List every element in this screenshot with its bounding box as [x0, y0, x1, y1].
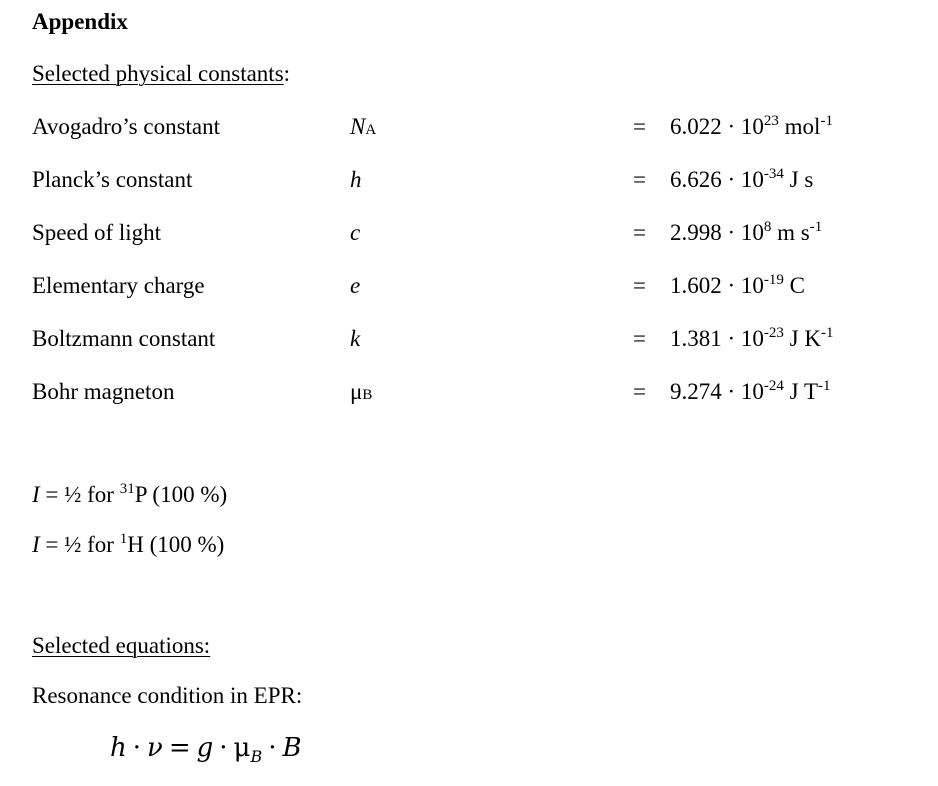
formula-B: B: [282, 733, 302, 763]
value-mantissa: 2.998 · 10: [670, 220, 764, 245]
value-unit: m s: [771, 220, 810, 245]
value-exponent: -34: [763, 166, 784, 182]
constant-name: Speed of light: [32, 220, 162, 245]
formula-dot: ·: [132, 733, 142, 763]
equations-heading: [32, 634, 210, 657]
isotope-element: P: [134, 482, 147, 507]
value-mantissa: 6.626 · 10: [670, 167, 764, 192]
constant-symbol-main: e: [350, 273, 361, 298]
constant-value: [670, 326, 833, 352]
constant-row: [0, 220, 938, 250]
formula-mu: μ: [233, 733, 251, 763]
constant-symbol: [350, 379, 372, 405]
constant-symbol: [350, 167, 362, 193]
value-unit: mol: [778, 114, 821, 139]
constant-symbol-main: c: [350, 220, 361, 245]
formula-nu: ν: [147, 733, 163, 763]
formula-h: h: [110, 733, 127, 763]
value-exponent: 23: [763, 113, 779, 129]
constants-heading-text: Selected physical constants: [32, 61, 284, 86]
constant-symbol: [350, 326, 360, 352]
unit-exponent: -1: [820, 325, 834, 341]
value-mantissa: 1.602 · 10: [670, 273, 764, 298]
constants-heading: [32, 62, 290, 85]
epr-resonance-formula: [110, 733, 302, 766]
equals-sign: =: [633, 326, 646, 351]
constant-value: [670, 114, 833, 140]
constant-value: [670, 220, 822, 246]
value-mantissa: 1.381 · 10: [670, 326, 764, 351]
spin-text-before: = ½ for: [39, 532, 120, 557]
constant-symbol-subscript: A: [365, 122, 377, 138]
spin-line-hydrogen: [32, 533, 224, 556]
unit-exponent: -1: [820, 113, 833, 129]
equals-sign: =: [633, 220, 646, 245]
constant-symbol-subscript: B: [362, 387, 373, 403]
unit-exponent: -1: [809, 219, 823, 235]
value-mantissa: 6.022 · 10: [670, 114, 764, 139]
constant-name: Elementary charge: [32, 273, 205, 298]
equals-sign: =: [633, 379, 646, 404]
formula-mu-sub: B: [250, 747, 263, 766]
value-unit: J K: [783, 326, 821, 351]
constant-value: [670, 273, 805, 299]
isotope-mass: 31: [119, 481, 135, 497]
appendix-title: Appendix: [32, 9, 128, 34]
constant-row: [0, 167, 938, 197]
equals-sign: =: [633, 114, 646, 139]
constant-row: [0, 114, 938, 144]
spin-text-before: = ½ for: [39, 482, 120, 507]
constant-row: [0, 273, 938, 303]
spin-text-after: (100 %): [143, 532, 225, 557]
unit-exponent: -1: [818, 378, 831, 394]
equals-sign: =: [633, 167, 646, 192]
constant-name: Avogadro’s constant: [32, 114, 221, 139]
constant-symbol: [350, 114, 376, 140]
constant-symbol-main: h: [350, 167, 362, 192]
constant-value: [670, 167, 813, 193]
isotope-element: H: [127, 532, 144, 557]
constant-name: Planck’s constant: [32, 167, 193, 192]
equations-heading-text: Selected equations:: [32, 633, 211, 658]
value-unit: C: [783, 273, 806, 298]
value-exponent: 8: [763, 219, 772, 235]
equals-sign: =: [633, 273, 646, 298]
value-unit: J s: [783, 167, 814, 192]
formula-dot: ·: [268, 733, 277, 763]
constant-value: [670, 379, 831, 405]
constant-row: [0, 379, 938, 409]
spin-line-phosphorus: [32, 483, 227, 506]
value-exponent: -24: [763, 378, 784, 394]
spin-symbol: I: [32, 532, 40, 557]
constants-heading-colon: :: [283, 61, 291, 86]
spin-text-after: (100 %): [146, 482, 228, 507]
spin-symbol: I: [32, 482, 40, 507]
constant-name: Boltzmann constant: [32, 326, 216, 351]
constant-symbol-main: k: [350, 326, 361, 351]
formula-dot: ·: [219, 733, 228, 763]
isotope-mass: 1: [119, 531, 128, 547]
constant-symbol-main: N: [350, 114, 366, 139]
constant-name: Bohr magneton: [32, 379, 175, 404]
formula-equals: =: [168, 733, 191, 763]
value-exponent: -23: [763, 325, 784, 341]
constant-symbol: [350, 220, 360, 246]
constant-row: [0, 326, 938, 356]
constant-symbol-main: μ: [350, 379, 363, 404]
value-exponent: -19: [763, 272, 784, 288]
value-mantissa: 9.274 · 10: [670, 379, 764, 404]
formula-g: g: [196, 733, 214, 763]
value-unit: J T: [783, 379, 819, 404]
resonance-label: Resonance condition in EPR:: [32, 683, 303, 708]
constant-symbol: [350, 273, 360, 299]
